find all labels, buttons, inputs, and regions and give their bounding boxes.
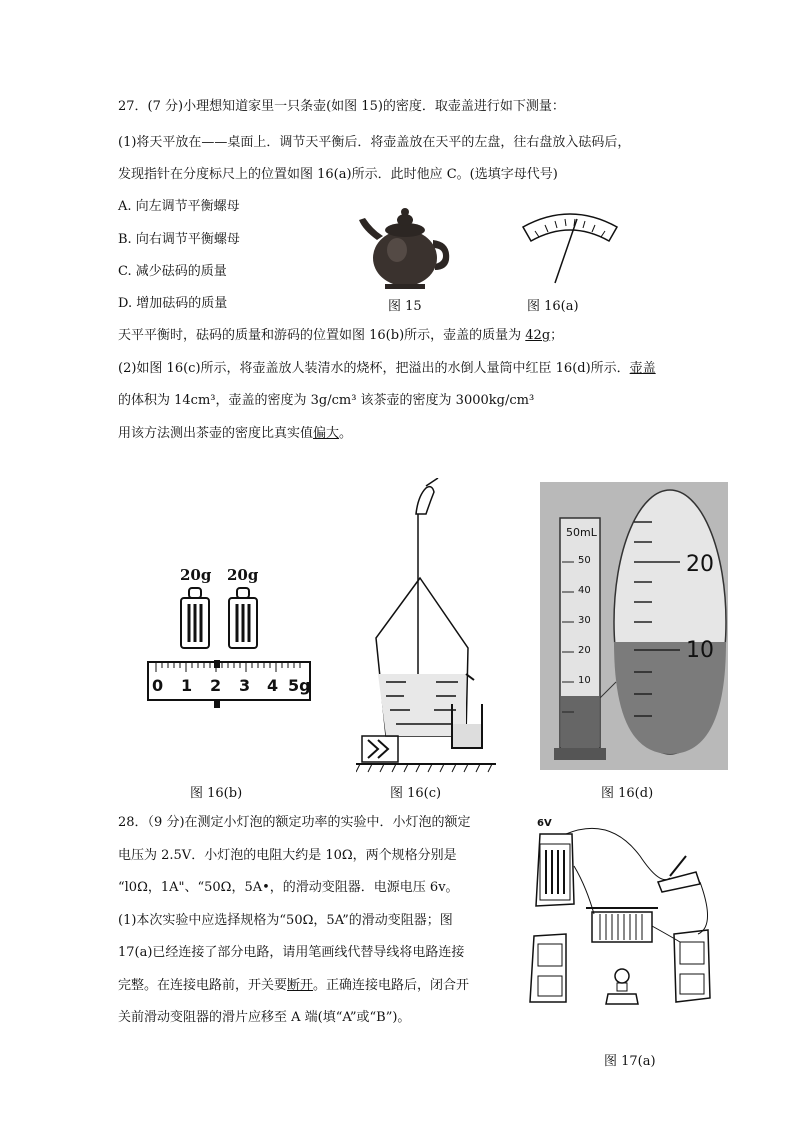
balance-text: 天平平衡时，砝码的质量和游码的位置如图 16(b)所示，壶盖的质量为 — [118, 328, 526, 343]
tick-0: 0 — [152, 676, 164, 695]
q28-line5: 17(a)已经连接了部分电路，请用笔画线代替导线将电路连接 — [118, 945, 465, 960]
tick-1: 1 — [181, 676, 193, 695]
option-a: A. 向左调节平衡螺母 — [118, 199, 240, 214]
q28-line6 — [118, 977, 469, 995]
weights-figure — [175, 586, 265, 652]
q28-line3: “l0Ω，1A"、“50Ω，5A•，的滑动变阻器．电源电压 6v。 — [118, 880, 459, 895]
q27-step1-line2: 发现指针在分度标尺上的位置如图 16(a)所示．此时他应 C。(选填字母代号) — [118, 167, 558, 182]
q28-line2: 电压为 2.5V．小灯泡的电阻大约是 10Ω，两个规格分别是 — [118, 848, 457, 863]
conclusion-answer: 偏大 — [313, 426, 340, 441]
tick-3: 3 — [239, 676, 251, 695]
teapot-figure — [355, 200, 455, 292]
cylinder-unit: 50mL — [566, 526, 597, 539]
option-c: C. 减少砝码的质量 — [118, 264, 227, 279]
tick-2: 2 — [210, 676, 222, 695]
fig16b-caption: 图 16(b) — [190, 786, 243, 801]
cyl-tick-30: 30 — [578, 615, 591, 626]
conclusion-end: 。 — [339, 426, 353, 441]
tick-4: 4 — [267, 676, 279, 695]
q27-conclusion — [118, 425, 352, 443]
option-b: B. 向右调节平衡螺母 — [118, 232, 240, 247]
weight-label-1: 20g — [180, 566, 212, 584]
circuit-figure — [520, 826, 720, 1046]
q27-step2-line2: 的体积为 14cm³，壶盖的密度为 3g/cm³ 该茶壶的密度为 3000kg/cm³ — [118, 393, 535, 408]
cyl-tick-40: 40 — [578, 585, 591, 596]
switch-text: 完整。在连接电路前，开关要 — [118, 978, 288, 993]
fig16d-caption: 图 16(d) — [601, 786, 654, 801]
cyl-tick-20: 20 — [578, 645, 591, 656]
q27-step2-line1 — [118, 360, 656, 378]
step2-underlined: 壶盖 — [629, 361, 656, 376]
step2-text: (2)如图 16(c)所示，将壶盖放人装清水的烧杯，把溢出的水倒人量筒中红臣 16(d)所示． — [118, 361, 630, 376]
battery-label: 6V — [537, 818, 552, 829]
q28-line1: 28．（9 分)在测定小灯泡的额定功率的实验中．小灯泡的额定 — [118, 815, 471, 830]
overflow-beaker-figure — [356, 478, 496, 778]
balance-answer: 42g — [525, 328, 551, 343]
fig15-caption: 图 15 — [388, 299, 422, 314]
pointer-scale-figure — [515, 205, 625, 287]
q27-title: 27．(7 分)小理想知道家里一只条壶(如图 15)的密度．取壶盖进行如下测量： — [118, 99, 565, 114]
zoom-tick-10: 10 — [686, 638, 714, 663]
q27-balance-line — [118, 327, 563, 345]
weight-label-2: 20g — [227, 566, 259, 584]
balance-end: ； — [550, 328, 564, 343]
q28-line7: 关前滑动变阻器的滑片应移至 A 端(填“A”或“B”)。 — [118, 1010, 411, 1025]
switch-answer: 断开 — [287, 978, 314, 993]
zoom-tick-20: 20 — [686, 552, 714, 577]
q28-line4: (1)本次实验中应选择规格为“50Ω，5A”的滑动变阻器；图 — [118, 913, 453, 928]
switch-end: 。正确连接电路后，闭合开 — [313, 978, 470, 993]
fig17a-caption: 图 17(a) — [604, 1054, 656, 1069]
q27-step1-line1: (1)将天平放在——桌面上．调节天平衡后．将壶盖放在天平的左盘，往右盘放入砝码后， — [118, 135, 631, 150]
fig16a-caption: 图 16(a) — [527, 299, 579, 314]
cyl-tick-10: 10 — [578, 675, 591, 686]
cyl-tick-50: 50 — [578, 555, 591, 566]
tick-5g: 5g — [288, 676, 311, 695]
conclusion-text: 用该方法测出茶壶的密度比真实值 — [118, 426, 314, 441]
fig16c-caption: 图 16(c) — [390, 786, 442, 801]
option-d: D. 增加砝码的质量 — [118, 296, 228, 311]
